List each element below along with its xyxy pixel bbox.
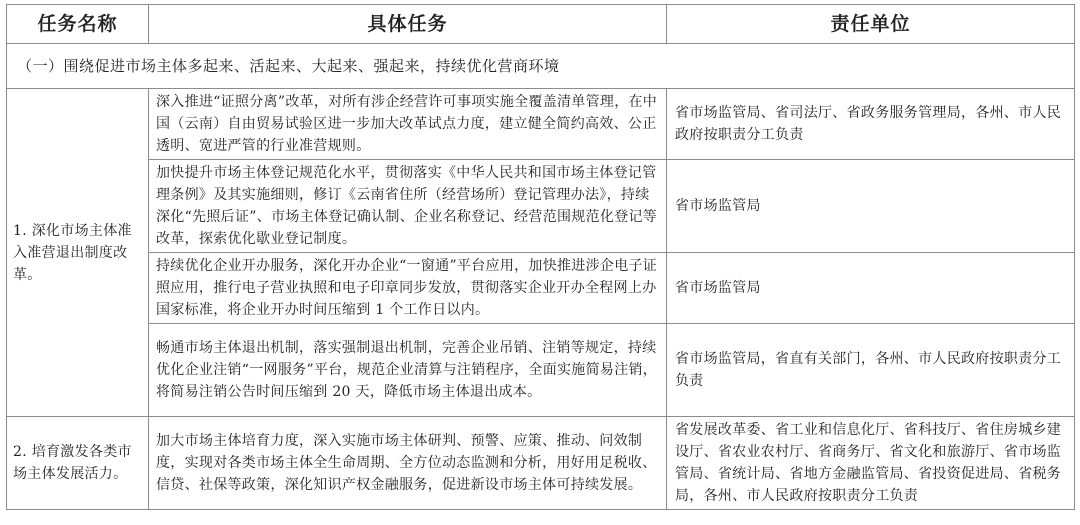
header-row [7,5,1075,44]
task-cell: 加大市场主体培育力度，深入实施市场主体研判、预警、应策、推动、问效制度，实现对各类市场主体全生命周期、全方位动态监测和分析，用好用足税收、信贷、社保等政策，深化知识产权金融服务，促进新设市场主体可持续发展。 [149,417,667,510]
table-row [7,417,1075,510]
task-table [6,4,1075,510]
unit-cell: 省市场监管局，省直有关部门，各州、市人民政府按职责分工负责 [667,324,1075,417]
task-name-cell: 2. 培育激发各类市场主体发展活力。 [7,417,149,510]
header-task-name: 任务名称 [7,5,149,44]
section-row [7,44,1075,89]
unit-cell: 省发展改革委、省工业和信息化厅、省科技厅、省住房城乡建设厅、省农业农村厅、省商务厅、省文化和旅游厅、省市场监管局、省统计局、省地方金融监管局、省投资促进局、省税务局，各州、市人民政府按职责分工负责 [667,417,1075,510]
section-title: （一）围绕促进市场主体多起来、活起来、大起来、强起来，持续优化营商环境 [7,44,1075,89]
header-responsible-unit: 责任单位 [667,5,1075,44]
task-cell: 加快提升市场主体登记规范化水平，贯彻落实《中华人民共和国市场主体登记管理条例》及其实施细则，修订《云南省住所（经营场所）登记管理办法》，持续深化“先照后证”、市场主体登记确认制、企业名称登记、经营范围规范化登记等改革，探索优化歇业登记制度。 [149,160,667,253]
task-cell: 畅通市场主体退出机制，落实强制退出机制，完善企业吊销、注销等规定，持续优化企业注销“一网服务”平台，规范企业清算与注销程序，全面实施简易注销，将简易注销公告时间压缩到 20 天，降低市场主体退出成本。 [149,324,667,417]
unit-cell: 省市场监管局 [667,160,1075,253]
table-row [7,324,1075,417]
unit-cell: 省市场监管局 [667,253,1075,324]
table-row [7,89,1075,160]
task-cell: 深入推进“证照分离”改革，对所有涉企经营许可事项实施全覆盖清单管理，在中国（云南）自由贸易试验区进一步加大改革试点力度，建立健全简约高效、公正透明、宽进严管的行业准营规则。 [149,89,667,160]
table-row [7,253,1075,324]
table-row [7,160,1075,253]
task-cell: 持续优化企业开办服务，深化开办企业“一窗通”平台应用，加快推进涉企电子证照应用，推行电子营业执照和电子印章同步发放，贯彻落实企业开办全程网上办国家标准，将企业开办时间压缩到 1 个工作日以内。 [149,253,667,324]
header-specific-task: 具体任务 [149,5,667,44]
task-name-cell: 1. 深化市场主体准入准营退出制度改革。 [7,89,149,417]
unit-cell: 省市场监管局、省司法厅、省政务服务管理局，各州、市人民政府按职责分工负责 [667,89,1075,160]
